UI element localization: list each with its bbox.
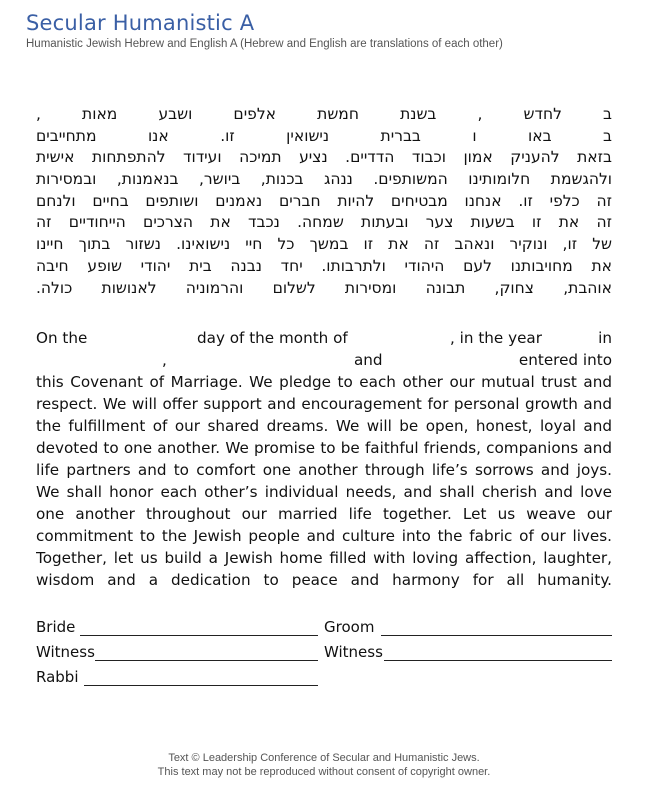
witness-label: Witness — [36, 643, 95, 661]
hebrew-line: את מחויבותנו לעם היהודי ולתרבותו. יחד נבנה בית יהודי שופע חיבה — [36, 256, 612, 275]
hebrew-line: ב לחדש , בשנת חמשת אלפים ושבע מאות , — [36, 105, 612, 123]
english-fill-line-2 — [36, 349, 612, 371]
english-text-block — [36, 327, 612, 591]
english-line: commitment to the Jewish people and culture into the fabric of our lives. — [36, 527, 612, 545]
document-subtitle: Humanistic Jewish Hebrew and English A (Hebrew and English are translations of each other) — [26, 38, 503, 50]
copyright-line: Text © Leadership Conference of Secular and Humanistic Jews. — [168, 752, 480, 764]
english-line: life partners and to comfort one another through life’s sorrows and joys. — [36, 461, 612, 479]
document-title: Secular Humanistic A — [26, 11, 255, 35]
english-line: respect. We will offer support and encouragement for personal growth and — [36, 395, 612, 413]
english-fill-text: in — [598, 329, 612, 347]
hebrew-line: של זו, ונוקיר ונאהב זה את זו במשך כל חיי נישואינו. נשזור בתוך חיינו — [36, 235, 612, 254]
bride-label: Bride — [36, 618, 76, 636]
hebrew-line: זה כלפי זו. אנחנו מבטיחים להיות חברים נאמנים ושותפים בחיים ולנחם — [36, 191, 612, 210]
english-fill-text: On the — [36, 329, 88, 347]
hebrew-line: זה את זו בשעות צער ובעתות שמחה. נכבד את הצרכים הייחודיים זה — [36, 213, 612, 232]
copyright-notice: This text may not be reproduced without consent of copyright owner. — [157, 766, 491, 778]
witness-signature-line — [384, 660, 612, 661]
english-fill-text: , — [162, 351, 167, 369]
hebrew-line: בזאת להעניק אמון וכבוד הדדיים. נציע תמיכה ועידוד להתפתחות אישית — [36, 148, 612, 167]
rabbi-label: Rabbi — [36, 668, 79, 686]
english-fill-text: , in the year — [450, 329, 542, 347]
rabbi-signature-line — [84, 685, 318, 686]
hebrew-line: אוהבת, צחוק, תבונה ומסירות לשלום והרמוניה לאנושות כולה. — [36, 278, 612, 297]
english-line: one another throughout our married life together. Let us weave our — [36, 505, 612, 523]
english-fill-line-1 — [36, 327, 612, 349]
english-line: Together, let us build a Jewish home filled with loving affection, laughter, — [36, 549, 612, 567]
hebrew-text-block — [36, 104, 612, 299]
hebrew-line: ב באו ו בברית נישואין זו. אנו מתחייבים — [36, 126, 612, 145]
english-line: We shall honor each other’s individual needs, and shall cherish and love — [36, 483, 612, 501]
english-line: devoted to one another. We promise to be faithful friends, companions and — [36, 439, 612, 457]
english-line: this Covenant of Marriage. We pledge to each other our mutual trust and — [36, 373, 612, 391]
bride-signature-line — [80, 635, 318, 636]
english-line: the fulfillment of our shared dreams. We will be open, honest, loyal and — [36, 417, 612, 435]
english-fill-text: and — [354, 351, 383, 369]
english-line: wisdom and a dedication to peace and harmony for all humanity. — [36, 571, 612, 589]
groom-label: Groom — [324, 618, 375, 636]
hebrew-line: ולהגשמת חלומותינו המשותפים. ננהג בכנות, ביושר, בנאמנות, ובמסירות — [36, 170, 612, 189]
groom-signature-line — [381, 635, 612, 636]
witness-signature-line — [95, 660, 318, 661]
english-fill-text: day of the month of — [197, 329, 348, 347]
english-fill-text: entered into — [518, 351, 612, 369]
witness-label: Witness — [324, 643, 383, 661]
